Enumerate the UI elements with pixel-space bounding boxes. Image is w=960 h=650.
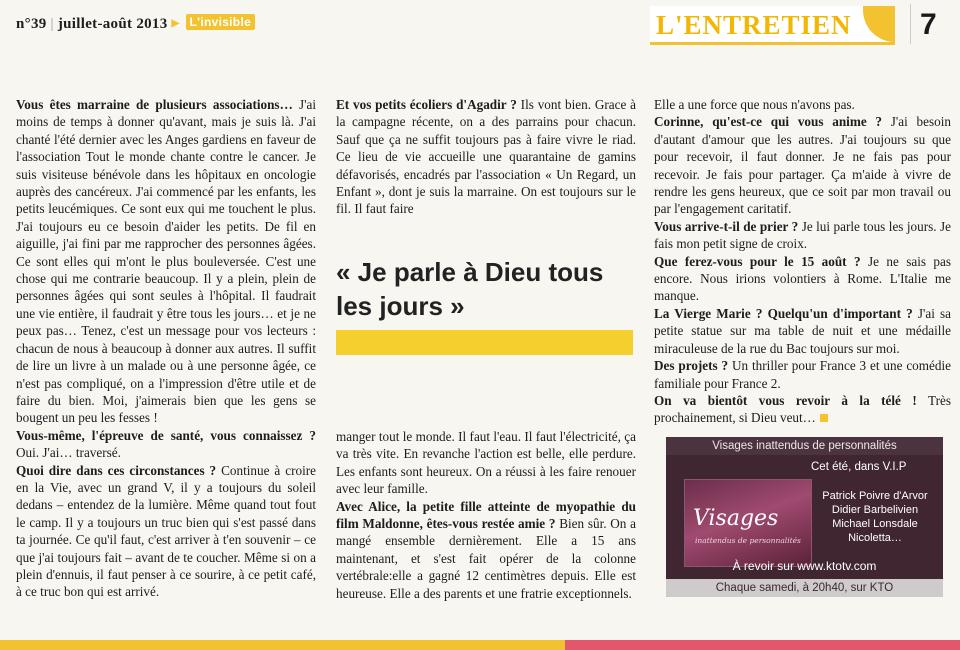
advert-name: Patrick Poivre d'Arvor xyxy=(822,490,928,502)
answer: Un thriller pour France 3 et une comédie familiale pour France 2. xyxy=(654,358,951,391)
section-title: L'ENTRETIEN xyxy=(656,10,852,40)
advert-url: À revoir sur www.ktotv.com xyxy=(732,559,877,573)
advert-names xyxy=(816,489,934,545)
question: On va bientôt vous revoir à la télé ! xyxy=(654,392,917,408)
advert-name: Michael Lonsdale xyxy=(832,518,918,530)
question: Vous-même, l'épreuve de santé, vous connaissez ? xyxy=(16,427,316,443)
answer: Je ne sais pas encore. Nous irions volontiers à Rome. L'Italie me manque. xyxy=(654,253,951,304)
question: Que ferez-vous pour le 15 août ? xyxy=(654,253,861,269)
question: Vous êtes marraine de plusieurs associations… xyxy=(16,97,293,112)
page-header xyxy=(0,0,960,46)
answer: Ils vont bien. Grace à la campagne récente, on a des parrains pour chacun. Sauf que ça ne suffit toujours pas à faire vivre le riad. Ce lieu de vie accueille une quarantaine de gamins défavorisés, encadrés par l'association « Un Regard, un Enfant », dont je suis la marraine. On est toujours sur le fil. Il faut faire xyxy=(336,97,636,217)
footer-stripe-pink xyxy=(565,640,960,650)
answer: Je lui parle tous les jours. Je fais mon petit signe de croix. xyxy=(654,218,951,252)
question: Quoi dire dans ces circonstances ? xyxy=(16,462,217,478)
answer: J'ai besoin d'autant d'amour que les autres. J'ai toujours su que pour recevoir, il faut donner. Je ne fais pas pour recevoir. Je fais pour partager. Ça m'aide à vivre de rendre les gens heureux, que ce soit par mon travail ou par l'engagement caritatif. xyxy=(654,114,951,217)
advert-name: Didier Barbelivien xyxy=(831,504,919,516)
paragraph xyxy=(654,253,951,305)
question: Et vos petits écoliers d'Agadir ? xyxy=(336,97,517,112)
pull-quote-bar xyxy=(336,330,633,355)
advert-image-word: Visages xyxy=(693,506,779,531)
question: Corinne, qu'est-ce qui vous anime ? xyxy=(654,114,883,130)
advert-subtitle: Cet été, dans V.I.P xyxy=(811,461,907,473)
paragraph xyxy=(16,462,316,601)
answer: J'ai moins de temps à donner qu'avant, mais je suis là. J'ai chanté l'été dernier avec les Anges gardiens en faveur de l'association Tout le monde chante contre le cancer. Je suis visiteuse bénévole dans les hôpitaux en oncologie auprès des cancéreux. J'ai commencé par les enfants, les petits leucémiques. Ce sont eux qui me touchent le plus. J'ai toujours eu ce besoin d'aider les petits. De fil en aiguille, j'ai fini par me rapprocher des personnes âgées. Ce sont elles qui m'ont le plus bouleversée. C'est une chose qui me contrarie beaucoup. Il y a plein, plein de personnes âgées qui sont seules à l'hôpital. Il faudrait une vie entière, il faudrait y être tous les jours… et je ne peux pas… Tenez, c'est un message pour vos lecteurs : chacun de nous à beaucoup à donner aux autres. Il suffit de lire un livre à un malade ou à une personne âgée, ce n'est pas compliqué, on a l'impression d'être utile et de faire du bien. Moi, j'aimerais bien que les gens se bougent un peu les fesses ! xyxy=(16,97,317,426)
issue-number: n°39 xyxy=(16,16,47,32)
answer: Elle a une force que nous n'avons pas. xyxy=(654,97,855,112)
advert-schedule: Chaque samedi, à 20h40, sur KTO xyxy=(666,579,943,597)
paragraph xyxy=(16,96,316,427)
banner-corner-decoration xyxy=(863,6,895,42)
question: Des projets ? xyxy=(654,358,729,374)
answer: Oui. J'ai… traversé. xyxy=(16,445,121,461)
column-2-bottom xyxy=(336,428,636,602)
advert-title: Visages inattendus de personnalités xyxy=(666,437,943,455)
paragraph xyxy=(654,392,951,427)
column-2-top xyxy=(336,96,636,218)
issue-info: n°39 | juillet-août 2013 ▶ L'invisible xyxy=(16,14,255,33)
page-number: 7 xyxy=(920,8,937,41)
advert-image xyxy=(684,479,812,567)
question: Vous arrive-t-il de prier ? xyxy=(654,218,799,234)
paragraph xyxy=(336,428,636,498)
paragraph xyxy=(654,113,951,217)
pull-quote: « Je parle à Dieu tous les jours » xyxy=(336,257,604,321)
tv-advert xyxy=(666,437,943,597)
paragraph xyxy=(654,96,951,113)
question: La Vierge Marie ? Quelqu'un d'important ? xyxy=(654,305,913,321)
paragraph xyxy=(336,498,636,602)
answer: Continue à croire en la Vie, avec un grand V, il y a toujours du soleil dedans – entendez de la lumière. Même quand tout fout le camp. Il y a toujours un truc bien qui s'est passé dans ta journée. Ce qu'il faut, c'est arriver à t'en souvenir – ce que j'ai toujours fait – avant de te coucher. Même si on a plein d'ennuis, il faut penser à ce sourire, à ce petit café, à ce truc bon qui est arrivé. xyxy=(16,462,316,600)
answer: Bien sûr. On a mangé ensemble dernièrement. Elle a 15 ans maintenant, et s'est fait opérer de la colonne vertébrale:elle a gagné 12 centimètres depuis. Elle est heureuse. Elle a des parents et une fratrie exceptionnels. xyxy=(336,516,636,601)
paragraph xyxy=(654,305,951,357)
section-banner xyxy=(650,6,895,45)
paragraph xyxy=(654,357,951,392)
magazine-logo: L'invisible xyxy=(186,14,256,30)
paragraph xyxy=(654,218,951,253)
paragraph xyxy=(16,427,316,462)
column-1 xyxy=(16,96,316,601)
paragraph xyxy=(336,96,636,218)
issue-date: juillet-août 2013 xyxy=(57,16,168,32)
column-3 xyxy=(654,96,951,427)
logo-arrow-icon: ▶ xyxy=(171,18,180,29)
answer: Très prochainement, si Dieu veut… xyxy=(654,392,952,426)
answer: J'ai sa petite statue sur ma table de nuit et une médaille miraculeuse de la rue du Bac toujours sur moi. xyxy=(654,305,951,356)
end-mark-icon xyxy=(820,414,828,422)
header-divider xyxy=(910,4,911,44)
question: Avec Alice, la petite fille atteinte de myopathie du film Maldonne, êtes-vous restée amie ? xyxy=(336,498,636,532)
answer: manger tout le monde. Il faut l'eau. Il faut l'électricité, ça va très vite. En revanche l'action est belle, elle perdure. Les enfants sont heureux. On a réussi à les faire renouer avec leur famille. xyxy=(336,429,636,497)
advert-image-subtext: inattendus de personnalités xyxy=(695,536,801,545)
advert-name: Nicoletta… xyxy=(848,532,902,544)
